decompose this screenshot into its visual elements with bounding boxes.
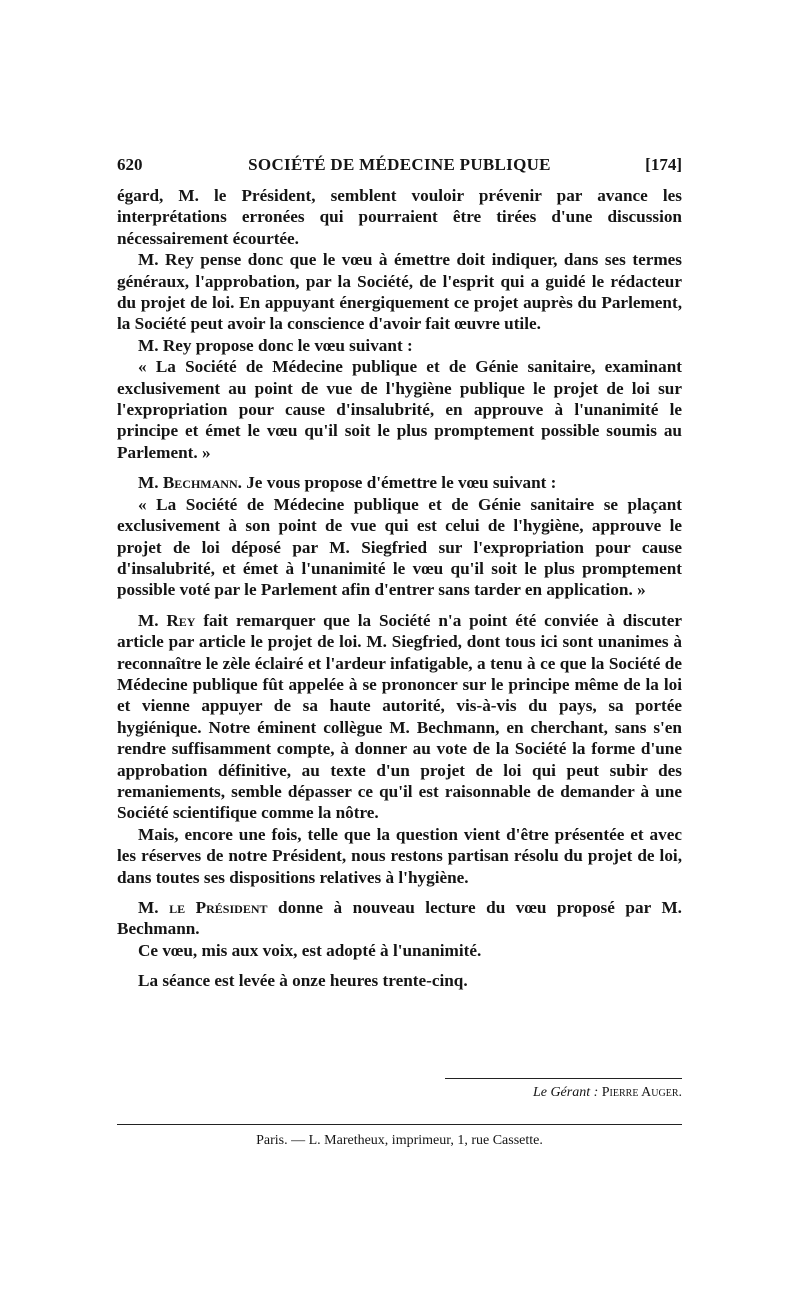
running-title: SOCIÉTÉ DE MÉDECINE PUBLIQUE bbox=[248, 155, 551, 174]
paragraph-8 bbox=[117, 824, 682, 888]
speaker-name: M. le Président bbox=[138, 898, 268, 917]
body-text bbox=[117, 185, 682, 992]
paragraph-text: donne à nouveau lecture du vœu proposé par M. Bechmann. bbox=[117, 898, 682, 939]
paragraph-6-quote bbox=[117, 494, 682, 601]
paragraph-text: Je vous propose d'émettre le vœu suivant : bbox=[241, 473, 557, 493]
signature-role: Le Gérant : bbox=[532, 1085, 599, 1100]
speaker-name: M. Rey bbox=[138, 610, 196, 630]
paragraph-text: fait remarquer que la Société n'a point été conviée à discuter article par article le projet de loi. M. Siegfried, dont tous ici sont unanimes à reconnaître le zèle éclairé et l'ardeur infatigable, a tenu à ce que la Société de Médecine publique fût appelée à se prononcer sur le principe même de la loi et vienne appuyer de sa haute autorité, vis-à-vis du pays, sa portée hygiénique. Notre éminent collègue M. Bechmann, en cherchant, sans s'en rendre suffisamment compte, à donner au vote de la Société la forme d'une approbation définitive, au texte d'un projet de loi qui peut subir des remaniements, semble dépasser ce qu'il est raisonnable de demander à une Société scientifique comme la nôtre. bbox=[117, 610, 682, 823]
page-number: 620 bbox=[117, 155, 143, 174]
bracket-page-reference: [174] bbox=[645, 155, 682, 174]
imprint-text: Paris. — L. Maretheux, imprimeur, 1, rue Cassette. bbox=[256, 1133, 543, 1148]
paragraph-4-quote bbox=[117, 356, 682, 463]
signature-block bbox=[445, 1078, 682, 1100]
paragraph-text: M. Rey propose donc le vœu suivant : bbox=[138, 335, 413, 355]
speaker-name: M. Bechmann. bbox=[138, 473, 242, 493]
paragraph-10 bbox=[117, 940, 682, 961]
paragraph-3 bbox=[117, 335, 682, 356]
paragraph-text: égard, M. le Président, semblent vouloir prévenir par avance les interprétations erronées qui pourraient être tirées d'une discussion nécessairement écourtée. bbox=[117, 186, 682, 248]
paragraph-1 bbox=[117, 185, 682, 249]
paragraph-5 bbox=[117, 472, 682, 493]
running-header bbox=[117, 155, 682, 179]
signature-line bbox=[533, 1085, 682, 1101]
paragraph-9 bbox=[117, 897, 682, 940]
signature-name: Pierre Auger. bbox=[601, 1085, 682, 1100]
paragraph-text: « La Société de Médecine publique et de Génie sanitaire, examinant exclusivement au point de vue de l'hygiène publique le projet de loi sur l'expropriation pour cause d'insalubrité, en approuve à l'unanimité le principe et émet le vœu qu'il soit le plus promptement possible soumis au Parlement. » bbox=[117, 357, 682, 462]
paragraph-text: « La Société de Médecine publique et de Génie sanitaire se plaçant exclusivement à son point de vue qui est celui de l'hygiène, approuve le projet de loi déposé par M. Siegfried sur l'expropriation pour cause d'insalubrité, et émet à l'unanimité le vœu qu'il soit le plus promptement possible voté par le Parlement afin d'entrer sans tarder en application. » bbox=[117, 494, 682, 600]
paragraph-2 bbox=[117, 249, 682, 335]
paragraph-11 bbox=[117, 970, 682, 991]
paragraph-text: M. Rey pense donc que le vœu à émettre doit indiquer, dans ses termes généraux, l'approbation, par la Société, de l'esprit qui a guidé le rédacteur du projet de loi. En appuyant énergiquement ce projet auprès du Parlement, la Société peut avoir la conscience d'avoir fait œuvre utile. bbox=[117, 250, 682, 334]
paragraph-text: Mais, encore une fois, telle que la question vient d'être présentée et avec les réserves de notre Président, nous restons partisan résolu du projet de loi, dans toutes ses dispositions relatives à l'hygiène. bbox=[117, 824, 682, 887]
paragraph-text: Ce vœu, mis aux voix, est adopté à l'unanimité. bbox=[138, 940, 482, 960]
paragraph-7 bbox=[117, 610, 682, 824]
printer-imprint bbox=[117, 1124, 682, 1148]
paragraph-text: La séance est levée à onze heures trente-cinq. bbox=[138, 971, 468, 991]
